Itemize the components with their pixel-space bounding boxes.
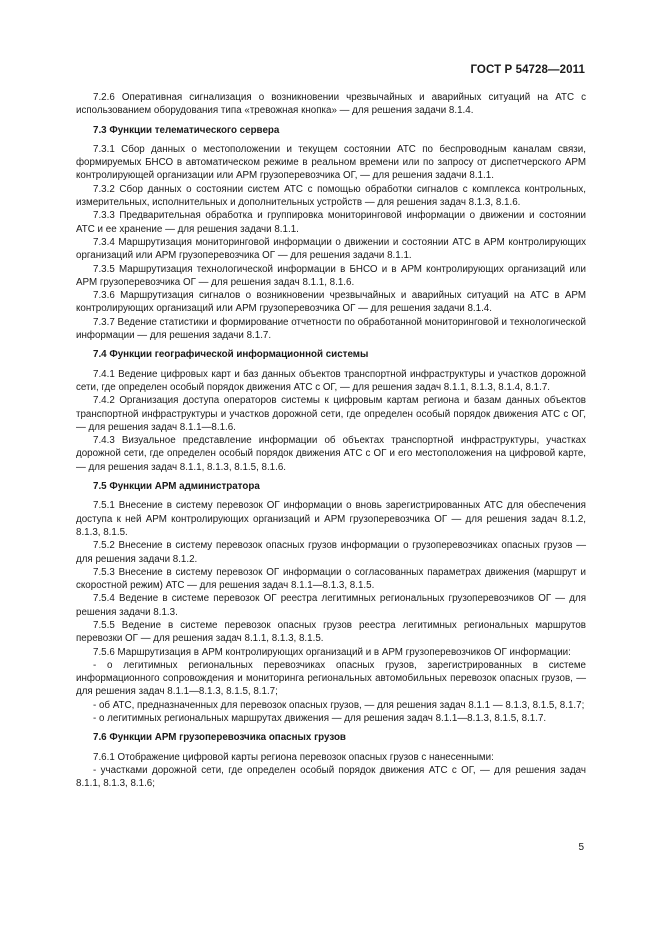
paragraph-7-5-1: 7.5.1 Внесение в систему перевозок ОГ информации о вновь зарегистрированных АТС для обеспечения доступа к ней АРМ контролирующих организаций и АРМ грузоперевозчика ОГ — для решения задач 8.1.2, 8.1.3, 8.1.5. <box>76 500 586 538</box>
paragraph-7-5-3: 7.5.3 Внесение в систему перевозок ОГ информации о согласованных параметрах движения (маршрут и скоростной режим) АТС — для решения задач 8.1.1—8.1.3, 8.1.5. <box>76 566 586 592</box>
list-item-7-5-6-3: - о легитимных региональных маршрутах движения — для решения задач 8.1.1—8.1.3, 8.1.5, 8.1.7. <box>93 713 547 725</box>
list-item-7-5-6-2: - об АТС, предназначенных для перевозок опасных грузов, — для решения задач 8.1.1 — 8.1.3, 8.1.5, 8.1.7; <box>93 699 585 711</box>
paragraph-7-2-6: 7.2.6 Оперативная сигнализация о возникновении чрезвычайных и аварийных ситуаций на АТС с использованием оборудования типа «тревожная кнопка» — для решения задачи 8.1.4. <box>76 92 586 117</box>
paragraph-7-5-5: 7.5.5 Ведение в системе перевозок опасных грузов реестра легитимных региональных маршрутов перевозки ОГ — для решения задач 8.1.1, 8.1.3, 8.1.5. <box>76 619 586 645</box>
list-item-7-5-6-1: - о легитимных региональных перевозчиках опасных грузов, зарегистрированных в системе информационного сопровождения и мониторинга региональных автомобильных перевозок опасных грузов, — для решения задач 8.1.1—8.1.3, 8.1.5, 8.1.7; <box>76 659 586 698</box>
paragraph-7-3-2: 7.3.2 Сбор данных о состоянии систем АТС с помощью обработки сигналов с комплекса контрольных, измерительных, исполнительных и дополнительных устройств — для решения задач 8.1.3, 8.1.6. <box>76 183 586 209</box>
paragraph-7-5-2: 7.5.2 Внесение в систему перевозок опасных грузов информации о грузоперевозчиках опасных грузов — для решения задачи 8.1.2. <box>76 540 586 565</box>
standard-header: ГОСТ Р 54728—2011 <box>470 64 585 76</box>
paragraph-7-3-1: 7.3.1 Сбор данных о местоположении и текущем состоянии АТС по беспроводным каналам связи, формируемых БНСО в автоматическом режиме в реальном времени или по запросу от диспетчерского АРМ контролирующей организации или АРМ грузоперевозчика ОГ, — для решения задачи 8.1.1. <box>76 143 586 182</box>
section-heading-7-4: 7.4 Функции географической информационной системы <box>93 349 369 361</box>
section-heading-7-6: 7.6 Функции АРМ грузоперевозчика опасных грузов <box>93 732 346 744</box>
list-item-7-6-1-1: - участками дорожной сети, где определен особый порядок движения АТС с ОГ, — для решения задач 8.1.1, 8.1.3, 8.1.6; <box>76 764 586 790</box>
section-heading-7-3: 7.3 Функции телематического сервера <box>93 124 280 136</box>
paragraph-7-3-5: 7.3.5 Маршрутизация технологической информации в БНСО и в АРМ контролирующих организаций или АРМ грузоперевозчика ОГ — для решения задач 8.1.1, 8.1.6. <box>76 263 586 288</box>
paragraph-7-3-6: 7.3.6 Маршрутизация сигналов о возникновении чрезвычайных и аварийных ситуаций на АТС в АРМ контролирующих организаций или АРМ грузоперевозчика ОГ — для решения задачи 8.1.4. <box>76 290 586 315</box>
paragraph-7-5-4: 7.5.4 Ведение в системе перевозок ОГ реестра легитимных региональных грузоперевозчиков ОГ — для решения задачи 8.1.3. <box>76 593 586 618</box>
paragraph-7-5-6: 7.5.6 Маршрутизация в АРМ контролирующих организаций и в АРМ грузоперевозчиков ОГ информации: <box>93 646 571 658</box>
paragraph-7-4-3: 7.4.3 Визуальное представление информации об объектах транспортной инфраструктуры, участках дорожной сети, где определен особый порядок движения АТС с ОГ и его местоположения на цифровой карте, — для решения задач 8.1.1, 8.1.3, 8.1.5, 8.1.6. <box>76 435 586 473</box>
page-number: 5 <box>578 842 584 853</box>
paragraph-7-3-4: 7.3.4 Маршрутизация мониторинговой информации о движении и состоянии АТС в АРМ контролирующих организаций или АРМ грузоперевозчика ОГ — для решения задачи 8.1.1. <box>76 236 586 262</box>
paragraph-7-6-1: 7.6.1 Отображение цифровой карты региона перевозок опасных грузов с нанесенными: <box>93 751 494 763</box>
paragraph-7-4-2: 7.4.2 Организация доступа операторов системы к цифровым картам региона и базам данных объектов транспортной инфраструктуры и участков дорожной сети, где определен особый порядок движения АТС с ОГ, — для решения задач 8.1.1—8.1.6. <box>76 395 586 433</box>
paragraph-7-3-3: 7.3.3 Предварительная обработка и группировка мониторинговой информации о движении и состоянии АТС и ее хранение — для решения задачи 8.1.1. <box>76 210 586 235</box>
paragraph-7-4-1: 7.4.1 Ведение цифровых карт и баз данных объектов транспортной инфраструктуры и участков дорожной сети, где определен особый порядок движения АТС с ОГ, — для решения задач 8.1.1, 8.1.3, 8.1.4, 8.1.7. <box>76 368 586 393</box>
section-heading-7-5: 7.5 Функции АРМ администратора <box>93 481 260 493</box>
paragraph-7-3-7: 7.3.7 Ведение статистики и формирование отчетности по обработанной мониторинговой и технологической информации — для решения задачи 8.1.7. <box>76 316 586 342</box>
document-body <box>76 91 586 791</box>
